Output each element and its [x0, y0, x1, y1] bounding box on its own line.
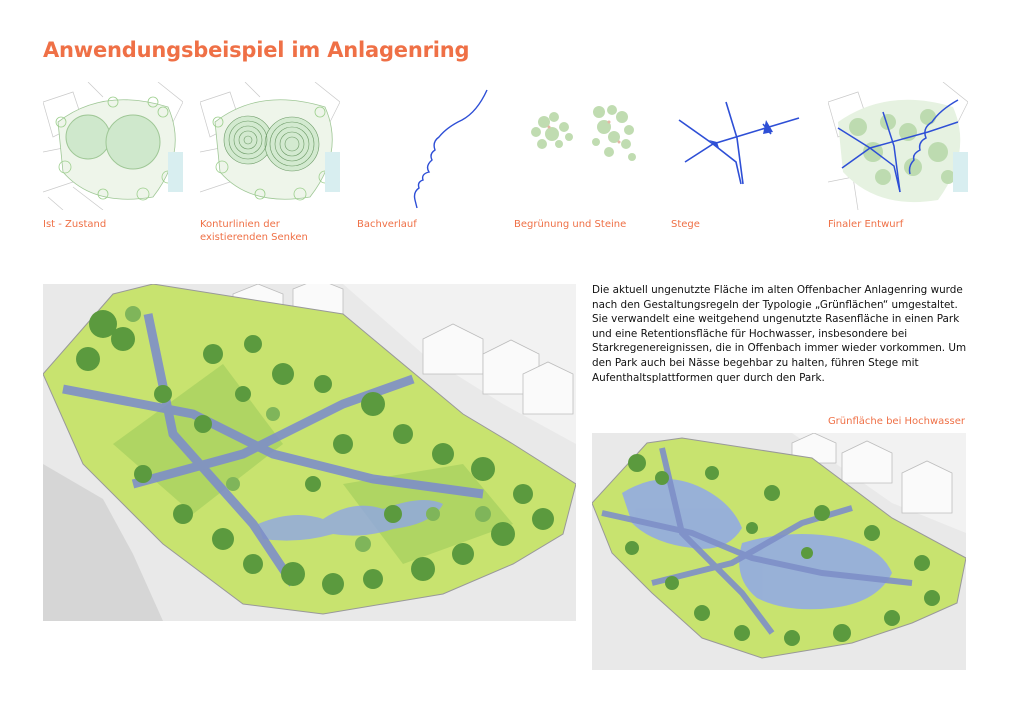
description-text: Die aktuell ungenutzte Fläche im alten Offenbacher Anlagenring wurde nach den Gestaltungsregeln der Typologie „Grünflächen“ umgestaltet. Sie verwandelt eine weitgehend ungenutzte Rasenfläche in einen Park und eine Retentionsfläche für Hochwasser, insbesondere bei Starkregenereignissen, die in Offenbach immer wieder vorkommen. Um den Park auch bei Nässe begehbar zu halten, führen Stege mit Aufenthaltsplattformen quer durch den Park.: [592, 284, 967, 384]
step-label-stege: Stege: [671, 219, 700, 230]
step-label-ist-zustand: Ist - Zustand: [43, 219, 107, 230]
park-illustration-flood: [592, 433, 966, 670]
park-illustration-main: [43, 284, 576, 621]
step-image-bachverlauf: [357, 82, 497, 210]
step-image-begruenung: [514, 82, 654, 210]
flood-caption: Grünfläche bei Hochwasser: [827, 416, 965, 427]
page-title: Anwendungsbeispiel im Anlagenring: [43, 38, 470, 62]
step-label-finaler-entwurf: Finaler Entwurf: [828, 219, 904, 230]
step-label-konturlinien: Konturlinien der existierenden Senken: [200, 219, 308, 243]
step-label-bachverlauf: Bachverlauf: [357, 219, 417, 230]
step-image-ist-zustand: [43, 82, 183, 210]
step-image-stege: [671, 82, 811, 210]
step-image-finaler-entwurf: [828, 82, 968, 210]
step-image-konturlinien: [200, 82, 340, 210]
step-label-begruenung: Begrünung und Steine: [514, 219, 627, 230]
